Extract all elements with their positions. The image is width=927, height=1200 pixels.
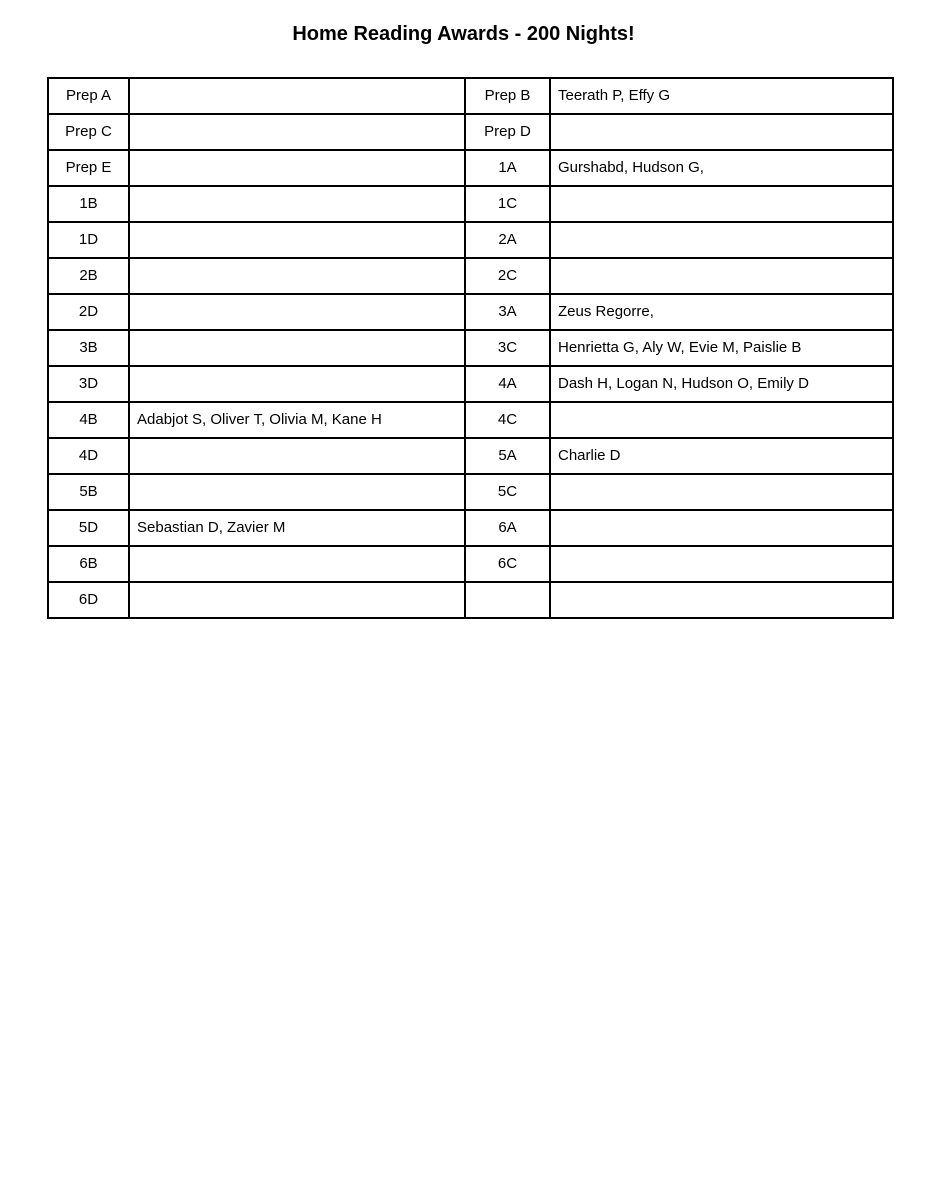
right-class-cell	[465, 582, 550, 618]
table-row	[48, 366, 893, 402]
left-class-cell: Prep C	[48, 114, 129, 150]
right-names-cell	[550, 258, 893, 294]
left-class-cell: Prep A	[48, 78, 129, 114]
table-row	[48, 294, 893, 330]
right-class-cell: 2C	[465, 258, 550, 294]
right-class-cell: Prep D	[465, 114, 550, 150]
right-class-cell: 6C	[465, 546, 550, 582]
right-names-cell: Dash H, Logan N, Hudson O, Emily D	[550, 366, 893, 402]
left-names-cell	[129, 546, 465, 582]
right-names-cell	[550, 402, 893, 438]
left-class-cell: 4D	[48, 438, 129, 474]
left-names-cell	[129, 330, 465, 366]
right-names-cell	[550, 510, 893, 546]
right-names-cell: Henrietta G, Aly W, Evie M, Paislie B	[550, 330, 893, 366]
left-class-cell: 6D	[48, 582, 129, 618]
left-names-cell	[129, 438, 465, 474]
right-names-cell	[550, 186, 893, 222]
left-class-cell: 1B	[48, 186, 129, 222]
right-class-cell: 2A	[465, 222, 550, 258]
awards-table	[47, 77, 894, 619]
left-class-cell: 6B	[48, 546, 129, 582]
table-row	[48, 582, 893, 618]
left-class-cell: 3B	[48, 330, 129, 366]
awards-table-body	[48, 78, 893, 618]
right-class-cell: 3A	[465, 294, 550, 330]
left-class-cell: 5B	[48, 474, 129, 510]
table-row	[48, 222, 893, 258]
left-class-cell: Prep E	[48, 150, 129, 186]
table-row	[48, 510, 893, 546]
right-names-cell	[550, 546, 893, 582]
right-class-cell: 6A	[465, 510, 550, 546]
table-row	[48, 438, 893, 474]
right-class-cell: 5C	[465, 474, 550, 510]
table-row	[48, 114, 893, 150]
table-row	[48, 330, 893, 366]
left-class-cell: 2B	[48, 258, 129, 294]
left-class-cell: 4B	[48, 402, 129, 438]
left-class-cell: 1D	[48, 222, 129, 258]
page-title: Home Reading Awards - 200 Nights!	[292, 23, 635, 45]
right-names-cell: Zeus Regorre,	[550, 294, 893, 330]
right-names-cell	[550, 582, 893, 618]
left-names-cell	[129, 222, 465, 258]
left-names-cell	[129, 366, 465, 402]
left-class-cell: 3D	[48, 366, 129, 402]
table-row	[48, 150, 893, 186]
table-row	[48, 402, 893, 438]
right-names-cell: Gurshabd, Hudson G,	[550, 150, 893, 186]
right-class-cell: Prep B	[465, 78, 550, 114]
right-class-cell: 1C	[465, 186, 550, 222]
left-names-cell	[129, 582, 465, 618]
right-class-cell: 4C	[465, 402, 550, 438]
left-names-cell	[129, 78, 465, 114]
right-names-cell	[550, 114, 893, 150]
right-class-cell: 3C	[465, 330, 550, 366]
left-names-cell	[129, 150, 465, 186]
right-names-cell: Teerath P, Effy G	[550, 78, 893, 114]
left-names-cell: Sebastian D, Zavier M	[129, 510, 465, 546]
left-names-cell	[129, 186, 465, 222]
left-names-cell	[129, 294, 465, 330]
table-row	[48, 78, 893, 114]
table-row	[48, 258, 893, 294]
right-class-cell: 5A	[465, 438, 550, 474]
table-row	[48, 546, 893, 582]
left-names-cell	[129, 114, 465, 150]
right-class-cell: 1A	[465, 150, 550, 186]
left-class-cell: 2D	[48, 294, 129, 330]
table-row	[48, 474, 893, 510]
left-class-cell: 5D	[48, 510, 129, 546]
right-class-cell: 4A	[465, 366, 550, 402]
left-names-cell	[129, 474, 465, 510]
left-names-cell	[129, 258, 465, 294]
left-names-cell: Adabjot S, Oliver T, Olivia M, Kane H	[129, 402, 465, 438]
table-row	[48, 186, 893, 222]
right-names-cell	[550, 474, 893, 510]
right-names-cell: Charlie D	[550, 438, 893, 474]
right-names-cell	[550, 222, 893, 258]
